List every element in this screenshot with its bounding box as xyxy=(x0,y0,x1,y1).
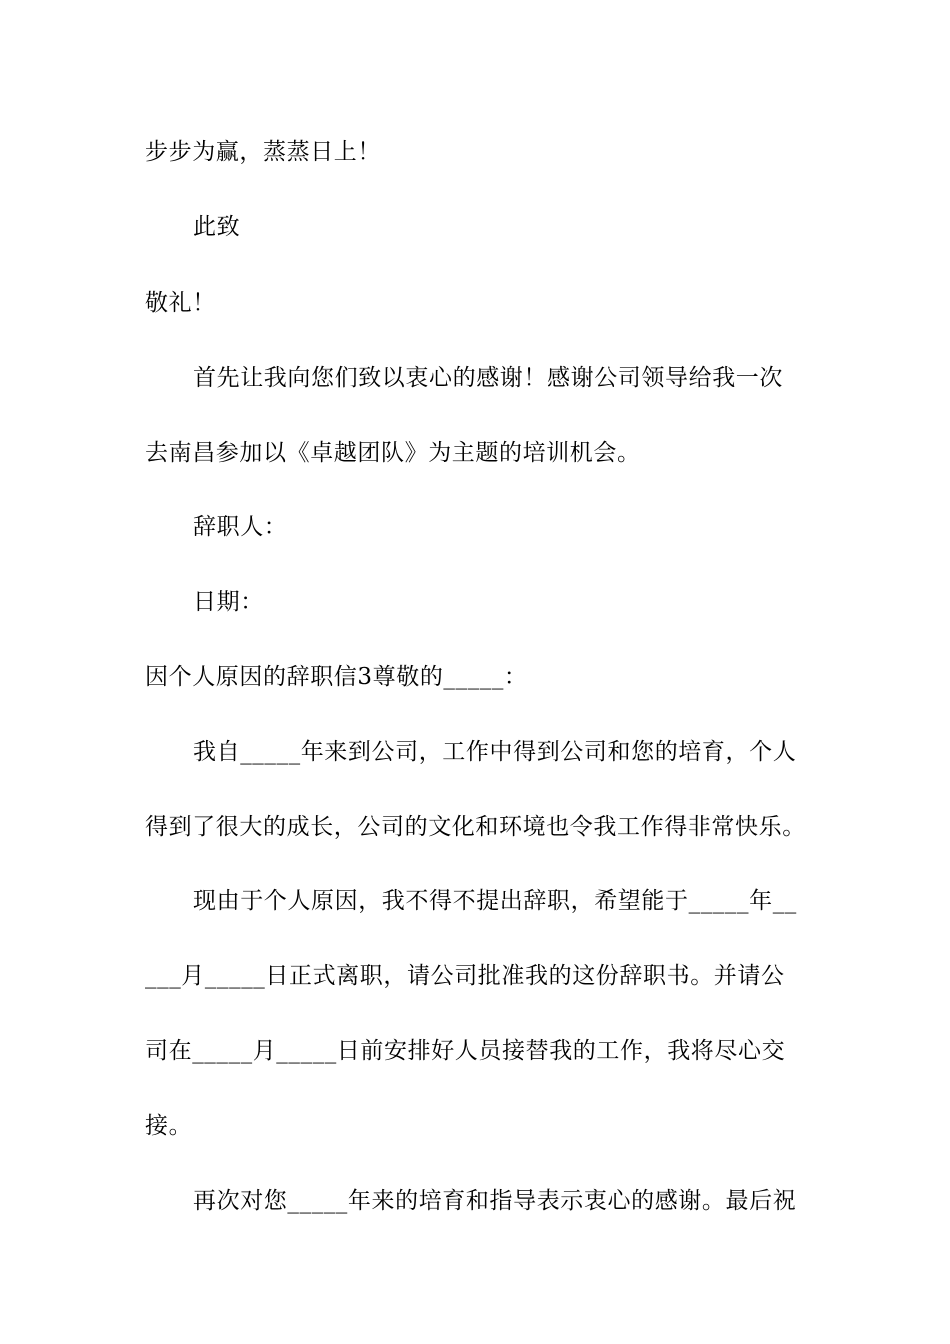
text-line: 得到了很大的成长，公司的文化和环境也令我工作得非常快乐。 xyxy=(145,814,806,840)
text-line: 日期： xyxy=(193,589,264,615)
text-line: 现由于个人原因，我不得不提出辞职，希望能于_____年__ xyxy=(193,888,797,914)
text-line: 因个人原因的辞职信3尊敬的_____： xyxy=(145,664,528,690)
text-line: 接。 xyxy=(145,1113,193,1139)
text-line: 敬礼！ xyxy=(145,290,216,316)
text-line: 去南昌参加以《卓越团队》为主题的培训机会。 xyxy=(145,440,641,466)
text-line: 此致 xyxy=(193,214,241,240)
text-line: 辞职人： xyxy=(193,514,288,540)
text-line: 步步为赢，蒸蒸日上！ xyxy=(145,139,381,165)
text-line: 我自_____年来到公司，工作中得到公司和您的培育，个人 xyxy=(193,739,797,765)
text-line: 首先让我向您们致以衷心的感谢！感谢公司领导给我一次 xyxy=(193,365,783,391)
text-line: 再次对您_____年来的培育和指导表示衷心的感谢。最后祝 xyxy=(193,1188,797,1214)
text-line: ___月_____日正式离职，请公司批准我的这份辞职书。并请公 xyxy=(145,963,785,989)
text-line: 司在_____月_____日前安排好人员接替我的工作，我将尽心交 xyxy=(145,1038,786,1064)
